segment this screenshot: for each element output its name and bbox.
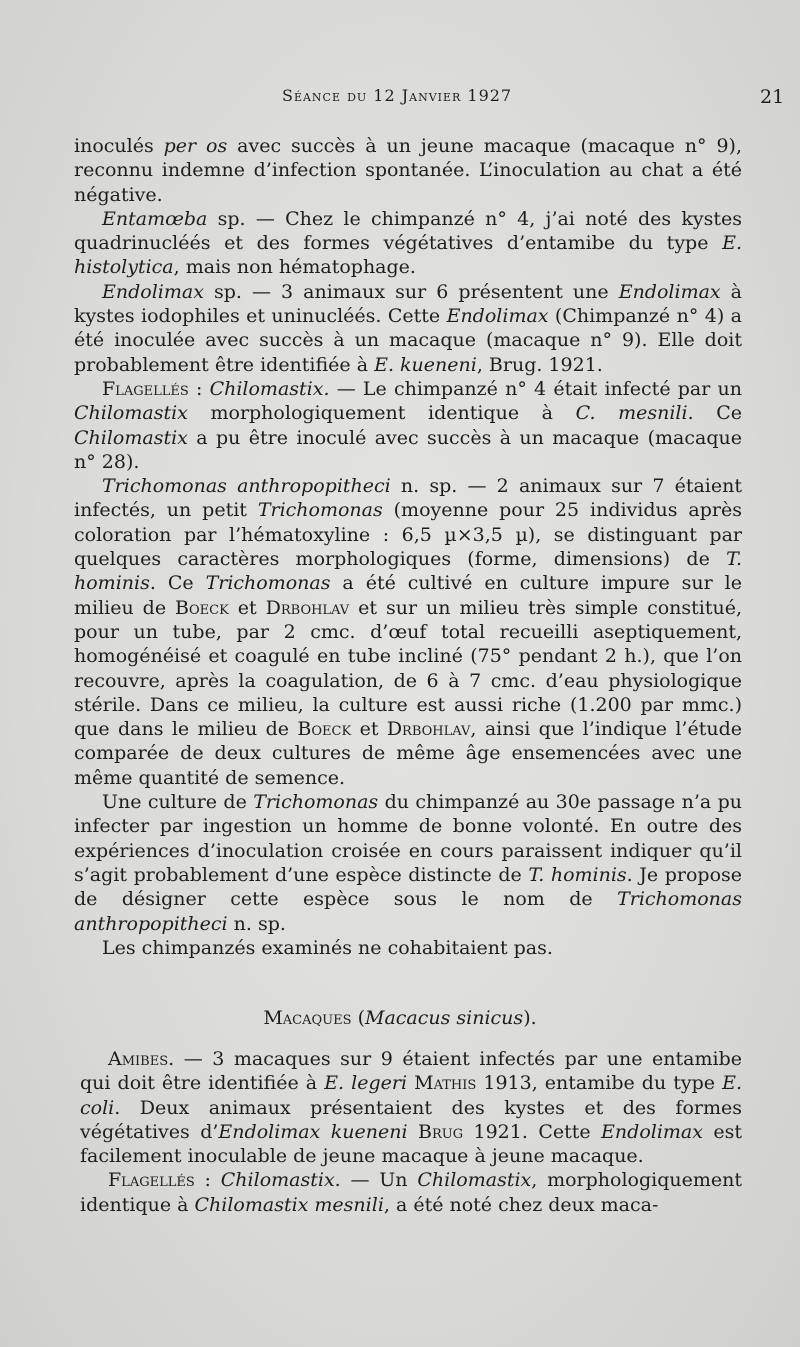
text-run: et sur un milieu très simple constitué, pour un tube, par 2 cmc. d’œuf total recueilli aseptiquement, homogénéisé et coagulé en tube incliné (75° pendant 2 h.), que l’on recouvre, après la coagulation, de 6 à 7 cmc. d’eau physiologique stérile. Dans ce milieu, la culture est aussi riche (1.200 par mmc.) que dans le milieu de: [74, 596, 742, 741]
text-run: avec succès à un jeune macaque (macaque n° 9), reconnu indemne d’infection spontanée. L’inoculation au chat a été négative.: [74, 135, 742, 206]
text-run: (Chimpanzé n° 4) a été inoculée avec succès à un macaque (macaque n° 9). Elle doit probablement être identifiée à: [74, 305, 742, 376]
text-run: . — Un: [334, 1169, 418, 1192]
italic-term: Endolimax: [446, 305, 549, 328]
italic-term: Entamœba: [102, 207, 208, 230]
paragraph: [74, 207, 742, 280]
italic-term: Chilomastix: [220, 1169, 335, 1192]
text-run: a pu être inoculé avec succès à un macaque (macaque n° 28).: [74, 426, 742, 473]
text-run: sp. — Chez le chimpanzé n° 4, j’ai noté des kystes quadrinucléés et des formes végétatives d’entamibe du type: [74, 207, 742, 255]
text-run: 1921. Cette: [463, 1120, 602, 1143]
text-run: n. sp. — 2 animaux sur 7 étaient infectés, un petit: [74, 475, 742, 522]
text-run: 1913, entamibe du type: [476, 1072, 723, 1095]
text-run: , morphologiquement identique à: [80, 1169, 742, 1216]
small-caps-term: Amibes: [108, 1048, 169, 1070]
text-run: du chimpanzé au 30e passage n’a pu infecter par ingestion un homme de bonne volonté. En outre des expériences d’inoculation croisée en cours paraissent indiquer qu’il s’agit probablement d’une espèce distincte de: [74, 791, 742, 886]
paragraph: [74, 134, 742, 207]
text-run: est facilement inoculable de jeune macaque à jeune macaque.: [80, 1120, 743, 1168]
text-run: . — 3 macaques sur 9 étaient infectés par une entamibe qui doit être identifiée à: [80, 1048, 742, 1095]
italic-term: E. coli: [80, 1072, 742, 1119]
running-title: Séance du 12 Janvier 1927: [282, 86, 513, 105]
section-heading: [0, 1006, 800, 1030]
running-header: [0, 86, 800, 116]
italic-term: E. histolytica: [74, 232, 742, 279]
text-run: :: [194, 1169, 221, 1192]
italic-term: Trichomonas: [205, 572, 331, 595]
small-caps-term: Brug: [417, 1120, 464, 1143]
paragraph: [74, 474, 742, 790]
text-run: (moyenne pour 25 individus après coloration par l’hématoxyline : 6,5 µ×3,5 µ), se distinguant par quelques caractères morphologiques (forme, dimensions) de: [74, 499, 742, 571]
text-run: inoculés: [74, 135, 164, 157]
italic-term: C. mesnili: [575, 402, 688, 425]
text-run: . Ce: [149, 572, 206, 595]
italic-term: Trichomonas: [253, 791, 379, 814]
italic-term: Chilomastix: [74, 402, 188, 425]
small-caps-term: Drbohlav: [265, 596, 350, 619]
text-run: morphologiquement identique à: [187, 402, 576, 425]
italic-term: E. legeri: [324, 1072, 408, 1095]
italic-term: Trichomonas anthropopitheci: [74, 888, 742, 935]
text-run: et: [351, 718, 387, 741]
italic-term: Trichomonas: [257, 499, 383, 522]
section-text-block: [80, 1047, 742, 1217]
section-heading-prefix: Macaques: [263, 1007, 352, 1029]
text-run: et: [228, 596, 266, 619]
text-run: a été cultivé en culture impure sur le milieu de: [74, 572, 742, 619]
text-run: [408, 1121, 418, 1143]
text-run: , mais non hématophage.: [173, 256, 416, 279]
text-run: Une culture de: [102, 791, 254, 814]
text-run: . Ce: [687, 402, 742, 425]
italic-term: Chilomastix: [417, 1169, 532, 1192]
small-caps-term: Flagellés: [108, 1169, 195, 1192]
text-run: sp. — 3 animaux sur 6 présentent une: [203, 280, 619, 303]
text-run: . Je propose de désigner cette espèce sous le nom de: [74, 863, 743, 911]
italic-term: T. hominis: [74, 548, 742, 595]
text-run: n. sp.: [227, 912, 286, 935]
text-run: , Brug. 1921.: [476, 353, 603, 376]
small-caps-term: Flagellés: [102, 377, 189, 400]
italic-term: Endolimax kueneni: [218, 1120, 408, 1143]
main-text-block: [74, 134, 742, 960]
text-run: . Deux animaux présentaient des kystes et des formes végétatives d’: [80, 1096, 742, 1143]
paragraph: [74, 280, 742, 377]
section-heading-species: Macacus sinicus: [364, 1007, 524, 1029]
text-run: :: [188, 377, 210, 400]
text-run: — Le chimpanzé n° 4 était infecté par un: [329, 377, 743, 400]
page-number: 21: [760, 86, 785, 108]
italic-term: Endolimax: [102, 280, 204, 303]
paragraph: [74, 377, 742, 474]
italic-term: Chilomastix mesnili: [194, 1193, 384, 1216]
text-run: à kystes iodophiles et uninucléés. Cette: [74, 280, 743, 328]
italic-term: Endolimax: [618, 280, 721, 303]
italic-term: Chilomastix.: [209, 377, 330, 400]
italic-term: Chilomastix: [74, 426, 188, 449]
italic-term: E. kueneni: [374, 353, 477, 376]
small-caps-term: Mathis: [414, 1072, 477, 1095]
italic-term: T. hominis: [528, 863, 627, 886]
paragraph: [74, 790, 742, 936]
paragraph: [80, 1047, 742, 1168]
paragraph: [74, 936, 742, 960]
italic-term: Trichomonas anthropopitheci: [102, 475, 391, 498]
text-run: , a été noté chez deux maca-: [383, 1193, 659, 1216]
text-run: , ainsi que l’indique l’étude comparée de deux cultures de même âge ensemencées avec une même quantité de semence.: [74, 718, 742, 789]
section-heading-close: ).: [523, 1007, 537, 1029]
small-caps-term: Boeck: [175, 596, 229, 619]
italic-term: Endolimax: [601, 1120, 703, 1143]
paragraph: [80, 1168, 742, 1217]
small-caps-term: Boeck: [297, 718, 352, 741]
small-caps-term: Drbohlav: [386, 718, 471, 741]
text-run: Les chimpanzés examinés ne cohabitaient pas.: [102, 936, 553, 959]
section-heading-open: (: [351, 1007, 365, 1029]
italic-term: per os: [163, 135, 228, 157]
